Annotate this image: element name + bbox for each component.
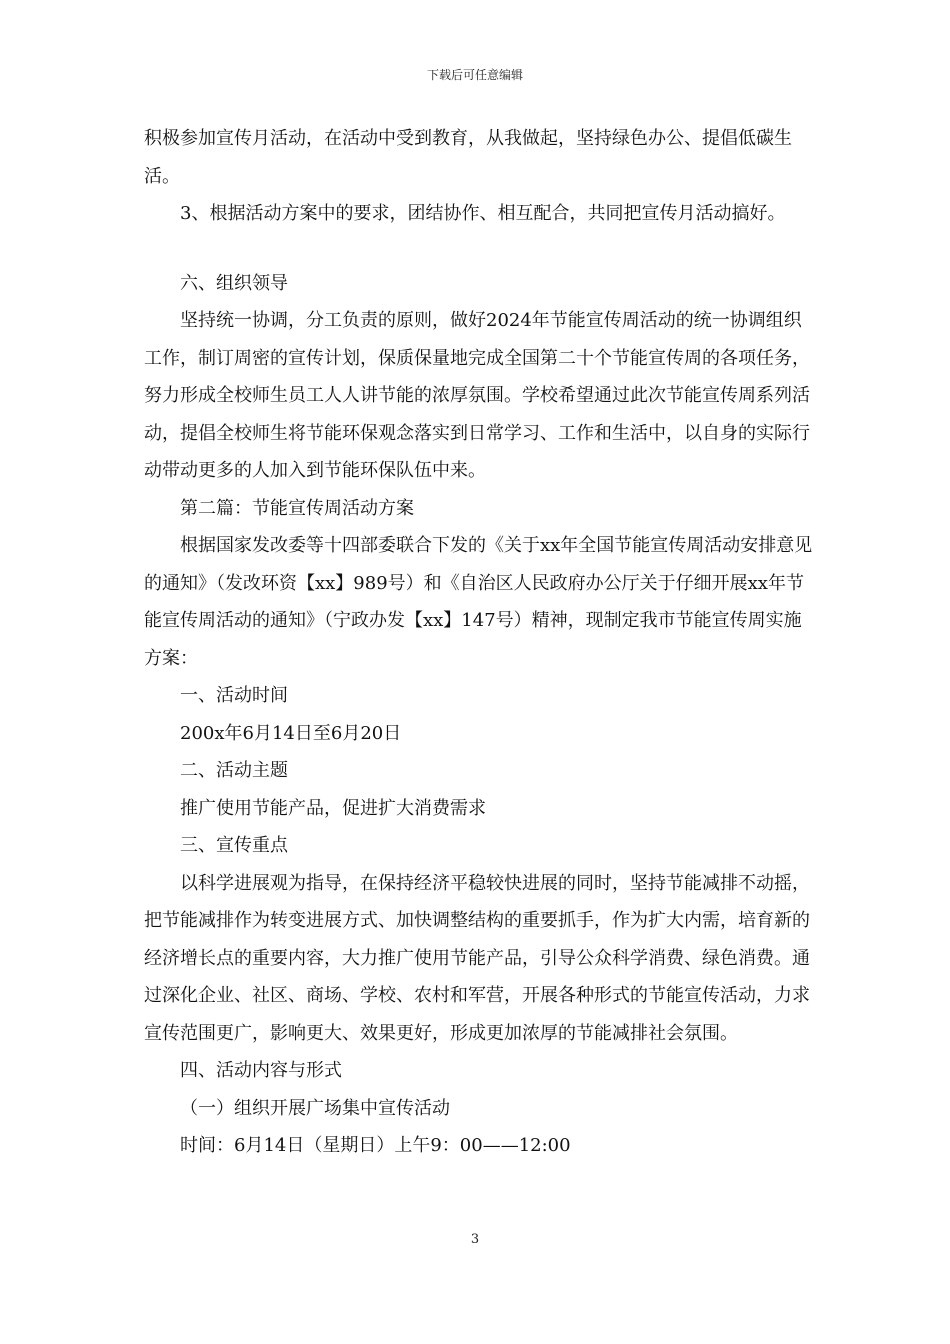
paragraph-time: 200x年6月14日至6月20日 bbox=[180, 722, 402, 744]
section-heading-time: 一、活动时间 bbox=[180, 685, 288, 706]
paragraph-spacer bbox=[144, 233, 814, 265]
paragraph-item-3: 3、根据活动方案中的要求，团结协作、相互配合，共同把宣传月活动搞好。 bbox=[180, 203, 786, 224]
paragraph-schedule: 时间：6月14日（星期日）上午9：00——12:00 bbox=[180, 1135, 571, 1156]
paragraph-intro: 根据国家发改委等十四部委联合下发的《关于xx年全国节能宣传周活动安排意见的通知》（发改环资【xx】989号）和《自治区人民政府办公厅关于仔细开展xx年节能宣传周活动的通知》（宁政办发【xx】147号）精神，现制定我市节能宣传周实施方案： bbox=[144, 535, 813, 669]
chapter-title-part-two: 第二篇：节能宣传周活动方案 bbox=[180, 497, 414, 519]
section-heading-focus: 三、宣传重点 bbox=[180, 835, 288, 856]
page-number: 3 bbox=[470, 1232, 480, 1247]
section-heading-content: 四、活动内容与形式 bbox=[180, 1060, 342, 1081]
section-heading-organization: 六、组织领导 bbox=[180, 272, 288, 294]
section-heading-theme: 二、活动主题 bbox=[180, 760, 288, 781]
paragraph-organization-body: 坚持统一协调，分工负责的原则，做好2024年节能宣传周活动的统一协调组织工作，制订周密的宣传计划，保质保量地完成全国第二十个节能宣传周的各项任务，努力形成全校师生员工人人讲节能的浓厚氛围。学校希望通过此次节能宣传周系列活动，提倡全校师生将节能环保观念落实到日常学习、工作和生活中，以自身的实际行动带动更多的人加入到节能环保队伍中来。 bbox=[144, 310, 810, 481]
subsection-heading-square: （一）组织开展广场集中宣传活动 bbox=[180, 1097, 450, 1119]
paragraph-focus: 以科学进展观为指导，在保持经济平稳较快进展的同时，坚持节能减排不动摇，把节能减排作为转变进展方式、加快调整结构的重要抓手，作为扩大内需，培育新的经济增长点的重要内容，大力推广使用节能产品，引导公众科学消费、绿色消费。通过深化企业、社区、商场、学校、农村和军营，开展各种形式的节能宣传活动，力求宣传范围更广，影响更大、效果更好，形成更加浓厚的节能减排社会氛围。 bbox=[144, 872, 810, 1044]
document-body bbox=[144, 120, 814, 1165]
page-header: 下载后可任意编辑 bbox=[426, 68, 523, 82]
paragraph-continuation: 积极参加宣传月活动，在活动中受到教育，从我做起，坚持绿色办公、提倡低碳生活。 bbox=[144, 128, 792, 187]
paragraph-theme: 推广使用节能产品，促进扩大消费需求 bbox=[180, 797, 486, 819]
